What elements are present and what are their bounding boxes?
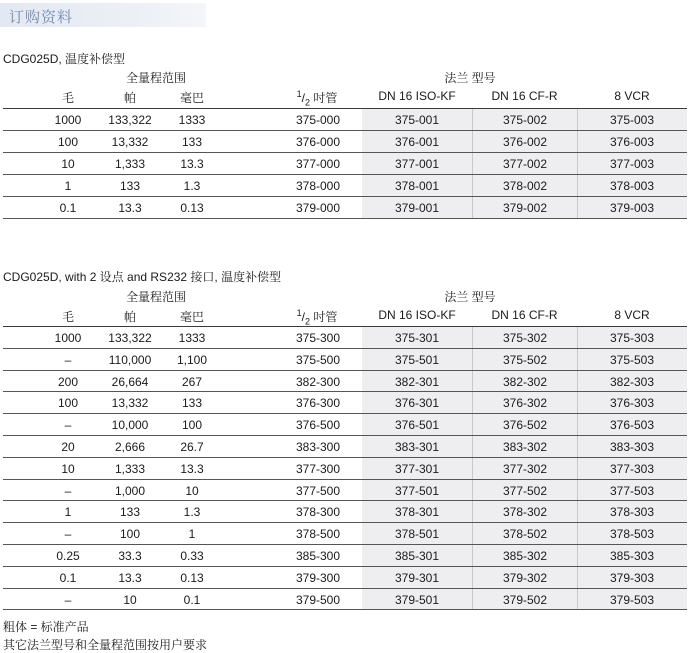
table-cell: – (64, 527, 72, 542)
table-row (3, 436, 687, 458)
table-cell: 379-502 (502, 592, 548, 607)
table-cell: 376-003 (609, 135, 655, 149)
table-cell: 133 (119, 179, 141, 193)
table-cell: 377-501 (394, 483, 440, 498)
table-cell: 133 (181, 396, 203, 411)
table-cell: 377-003 (609, 157, 655, 171)
table-row (3, 153, 687, 175)
table-cell: 379-001 (394, 201, 440, 215)
table-cell: 377-001 (394, 157, 440, 171)
table-row (3, 480, 687, 502)
table-cell: 382-302 (502, 374, 548, 389)
table-cell: 377-502 (502, 483, 548, 498)
table-cell: 377-002 (502, 157, 548, 171)
col-pa: 帕 (123, 91, 136, 105)
table-row (3, 197, 687, 219)
table-cell: 1,100 (176, 352, 208, 367)
table-cell: 376-500 (295, 418, 341, 433)
table-cell: 376-000 (295, 135, 341, 149)
table-title: CDG025D, with 2 设点 and RS232 接口, 温度补偿型 (3, 270, 282, 284)
table-cell: 379-003 (609, 201, 655, 215)
table-cell: 378-503 (609, 527, 655, 542)
table-cell: 100 (119, 527, 141, 542)
table-cell: 382-300 (295, 374, 341, 389)
table-row (3, 327, 687, 349)
flange-group-header: 法兰 型号 (444, 290, 496, 304)
table-cell: 379-501 (394, 592, 440, 607)
col-mbar: 毫巴 (179, 91, 204, 105)
table-cell: 379-300 (295, 570, 341, 585)
table-cell: 375-000 (295, 113, 341, 127)
table-cell: 133 (181, 135, 203, 149)
table-row (3, 109, 687, 131)
table-cell: 267 (181, 374, 203, 389)
table-cell: 375-502 (502, 352, 548, 367)
table-cell: 13.3 (180, 461, 204, 476)
table-cell: 10 (61, 461, 75, 476)
table-cell: 1 (188, 527, 196, 542)
table-cell: 377-302 (502, 461, 548, 476)
table-row (3, 349, 687, 371)
table-cell: 1000 (54, 113, 82, 127)
table-cell: 378-000 (295, 179, 341, 193)
table-row (3, 523, 687, 545)
table-cell: 0.13 (180, 570, 204, 585)
table-cell: 378-300 (295, 505, 341, 520)
table-cell: 1,333 (114, 157, 146, 171)
col-half-inch: $^1/_2$ 吋管 (296, 89, 338, 108)
table-cell: 376-501 (394, 418, 440, 433)
table-cell: 10 (185, 483, 199, 498)
table-cell: 379-500 (295, 592, 341, 607)
table-cell: 379-302 (502, 570, 548, 585)
col-half-inch: $^1/_2$ 吋管 (296, 308, 338, 327)
table-cell: 1 (64, 505, 72, 520)
table-cell: 376-301 (394, 396, 440, 411)
col-kf: DN 16 ISO-KF (378, 89, 456, 103)
col-torr: 毛 (61, 310, 74, 324)
table-row (3, 589, 687, 611)
col-pa: 帕 (123, 310, 136, 324)
table-cell: – (64, 352, 72, 367)
table-cell: 378-501 (394, 527, 440, 542)
table-cell: 1.3 (183, 505, 201, 520)
table-cell: 378-003 (609, 179, 655, 193)
col-cf: DN 16 CF-R (491, 89, 558, 103)
table-cell: 200 (57, 374, 79, 389)
table-cell: 375-500 (295, 352, 341, 367)
table-cell: 377-500 (295, 483, 341, 498)
table-cell: 0.1 (183, 592, 201, 607)
table-cell: 385-303 (609, 549, 655, 563)
table-cell: 13.3 (180, 157, 204, 171)
table-cell: 33.3 (118, 549, 142, 563)
table-cell: 377-000 (295, 157, 341, 171)
table-cell: 376-503 (609, 418, 655, 433)
table-title: CDG025D, 温度补偿型 (3, 52, 126, 66)
table-cell: – (64, 418, 72, 433)
table-cell: 0.25 (56, 549, 80, 563)
table-cell: 379-000 (295, 201, 341, 215)
table-cell: 1333 (178, 113, 206, 127)
table-cell: 1000 (54, 331, 82, 345)
table-cell: 26,664 (111, 374, 149, 389)
table-cell: 0.1 (59, 201, 77, 215)
table-cell: 0.13 (180, 201, 204, 215)
col-mbar: 毫巴 (179, 310, 204, 324)
table-cell: 2,666 (114, 440, 146, 454)
range-group-header: 全量程范围 (125, 290, 186, 304)
table-cell: – (64, 592, 72, 607)
col-kf: DN 16 ISO-KF (378, 308, 456, 322)
row-separator (3, 218, 687, 219)
table-row (3, 371, 687, 393)
col-cf: DN 16 CF-R (491, 308, 558, 322)
table-cell: 378-502 (502, 527, 548, 542)
table-cell: 379-303 (609, 570, 655, 585)
table-cell: 385-301 (394, 549, 440, 563)
table-row (3, 414, 687, 436)
footer-note-other: 其它法兰型号和全量程范围按用户要求 (3, 638, 208, 652)
table-cell: 100 (57, 396, 79, 411)
table-cell: 376-303 (609, 396, 655, 411)
table-cell: 379-301 (394, 570, 440, 585)
col-vcr: 8 VCR (614, 308, 650, 322)
table-cell: 13.3 (118, 201, 142, 215)
table-cell: 378-500 (295, 527, 341, 542)
table-cell: – (64, 483, 72, 498)
table-cell: 375-001 (394, 113, 440, 127)
table-cell: 10 (123, 592, 137, 607)
table-cell: 378-303 (609, 505, 655, 520)
table-cell: 383-302 (502, 440, 548, 454)
table-cell: 1 (64, 179, 72, 193)
table-cell: 100 (57, 135, 79, 149)
table-cell: 383-300 (295, 440, 341, 454)
table-cell: 13,332 (111, 396, 149, 411)
table-cell: 382-303 (609, 374, 655, 389)
footer-note-bold: 粗体 = 标准产品 (3, 620, 89, 634)
table-cell: 377-301 (394, 461, 440, 476)
section-header (0, 3, 206, 27)
table-cell: 375-301 (394, 331, 440, 345)
col-vcr: 8 VCR (614, 89, 650, 103)
table-cell: 10,000 (111, 418, 149, 433)
table-cell: 375-501 (394, 352, 440, 367)
table-row (3, 392, 687, 414)
flange-group-header: 法兰 型号 (444, 71, 496, 85)
table-row (3, 545, 687, 567)
table-row (3, 501, 687, 523)
table-cell: 26.7 (180, 440, 204, 454)
table-cell: 110,000 (108, 352, 152, 367)
table-cell: 1.3 (183, 179, 201, 193)
table-cell: 375-003 (609, 113, 655, 127)
range-group-header: 全量程范围 (125, 71, 186, 85)
table-cell: 0.33 (180, 549, 204, 563)
table-cell: 375-300 (295, 331, 341, 345)
table-row (3, 458, 687, 480)
table-cell: 385-302 (502, 549, 548, 563)
table-cell: 1,000 (114, 483, 146, 498)
table-row (3, 567, 687, 589)
table-cell: 13,332 (111, 135, 149, 149)
col-torr: 毛 (61, 91, 74, 105)
table-cell: 378-001 (394, 179, 440, 193)
table-cell: 376-300 (295, 396, 341, 411)
table-cell: 375-002 (502, 113, 548, 127)
table-cell: 0.1 (59, 570, 77, 585)
table-cell: 13.3 (118, 570, 142, 585)
table-cell: 133,322 (108, 113, 152, 127)
table-cell: 376-302 (502, 396, 548, 411)
table-cell: 377-303 (609, 461, 655, 476)
table-cell: 377-503 (609, 483, 655, 498)
table-cell: 376-502 (502, 418, 548, 433)
table-row (3, 175, 687, 197)
table-cell: 375-302 (502, 331, 548, 345)
table-row (3, 131, 687, 153)
table-cell: 375-303 (609, 331, 655, 345)
table-cell: 376-001 (394, 135, 440, 149)
table-cell: 382-301 (394, 374, 440, 389)
table-cell: 20 (61, 440, 75, 454)
table-cell: 377-300 (295, 461, 341, 476)
row-separator (3, 609, 687, 610)
table-cell: 385-300 (295, 549, 341, 563)
table-cell: 10 (61, 157, 75, 171)
table-cell: 378-002 (502, 179, 548, 193)
table-cell: 1333 (178, 331, 206, 345)
table-cell: 379-002 (502, 201, 548, 215)
table-cell: 376-002 (502, 135, 548, 149)
table-cell: 378-301 (394, 505, 440, 520)
table-cell: 379-503 (609, 592, 655, 607)
table-cell: 375-503 (609, 352, 655, 367)
table-cell: 133 (119, 505, 141, 520)
table-cell: 378-302 (502, 505, 548, 520)
section-header-title: 订购资料 (9, 8, 74, 26)
table-cell: 383-303 (609, 440, 655, 454)
table-cell: 100 (181, 418, 203, 433)
table-cell: 383-301 (394, 440, 440, 454)
table-cell: 1,333 (114, 461, 146, 476)
table-cell: 133,322 (108, 331, 152, 345)
